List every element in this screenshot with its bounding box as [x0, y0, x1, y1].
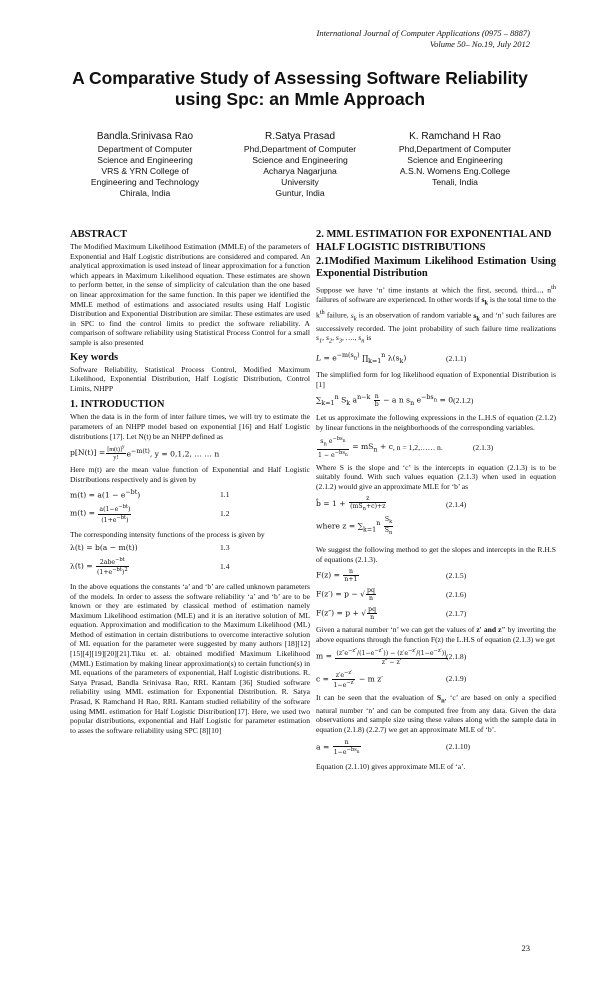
equation-1-2: m(t) = $\frac{a(1-e^{-bt})}{(1+e^{-bt})}$ 1.2 — [70, 504, 230, 524]
equation-2-1-9: c = $\frac{z'e^{-z'}}{1-e^{-z'}}$ − m z′ (2.1.9) — [316, 669, 467, 689]
equation-2-1-10: a = n $1-e^{-bs_n}$ (2.1.10) — [316, 738, 471, 756]
affiliation-line: Chirala, India — [119, 188, 171, 198]
affiliation-line: Science and Engineering — [407, 155, 503, 165]
affiliation-line: Science and Engineering — [252, 155, 348, 165]
equation-nhpp: p[N(t)] = $\frac{[m(t)]^y}{y!}$ $e^{-m(t)}$, y = 0,1,2, … … n — [70, 444, 220, 462]
section-2-paragraph-5: We suggest the following method to get the slopes and intercepts in the R.H.S of equations (2.1.3). — [316, 545, 556, 564]
equation-2-1-3: $s_n$ $e^{-bs_n}$ $1 - e^{-bs_n}$ = $mS_n + c$ , n = 1,2,…… n. (2.1.3) — [318, 436, 494, 459]
author-2 — [225, 130, 375, 199]
author-3 — [380, 130, 530, 199]
keywords-heading: Key words — [70, 351, 119, 363]
affiliation-line: Acharya Nagarjuna — [263, 166, 337, 176]
paper-title: A Comparative Study of Assessing Software Reliability using Spc: an Mmle Approach — [72, 68, 528, 109]
author-name: Bandla.Srinivasa Rao — [96, 131, 194, 142]
equation-2-1-2: $\sum_{k=1}^n$ $S_k$ $a^{n-k}$ $\frac{n}{b}$ − a n $s_n$ $e^{-bs_n} = 0$ (2.1.2) — [316, 393, 474, 409]
intro-paragraph-3: The corresponding intensity functions of the process is given by — [70, 529, 265, 539]
subsection-2-1-heading: 2.1Modified Maximum Likelihood Estimation Using Exponential Distribution — [316, 256, 556, 279]
section-2-heading: 2. MML ESTIMATION FOR EXPONENTIAL AND HALF LOGISTIC DISTRIBUTIONS — [316, 229, 552, 253]
intro-paragraph-2: Here m(t) are the mean value function of Exponential and Half Logistic Distributions respectively and is given by — [70, 465, 310, 484]
journal-volume: Volume 50– No.19, July 2012 — [429, 39, 530, 49]
author-name: R.Satya Prasad — [264, 131, 336, 142]
author-block — [70, 130, 530, 199]
author-1 — [70, 130, 220, 199]
affiliation-line: Phd,Department of Computer — [243, 144, 357, 154]
keywords-text: Software Reliability, Statistical Process Control, Modified Maximum Likelihood, Exponential Distribution, Half Logistic Distribution, Control Limits, NHPP — [70, 364, 310, 393]
section-2-paragraph-1: Suppose we have ‘n’ time instants at which the first, second, third..., $n^{th}$ failures of software are experienced. In other words if $s_k$ is the total time to the $k^{th}$ failure, $s_k$ is an observation of random variable $s_k$ and ‘n’ such failures are successively recorded. The joint probability of such failure time realizations $s_1$, $s_2$, $s_3$, …., $s_n$ is — [316, 284, 556, 345]
equation-1-3: λ(t) = b(a − m(t)) 1.3 — [70, 543, 230, 553]
section-2-paragraph-6: Given a natural number ‘n’ we can get the values of z′ and z″ by inverting the above equations through the function F(z) the L.H.S of equation (2.1.3) we get — [316, 625, 556, 644]
equation-2-1-1: $L = e^{-m(s_n)}$ $\prod_{k=1}^n$ $\lambda(s_k)$ (2.1.1) — [316, 351, 467, 365]
equation-2-1-4-where: where $z = \sum_{k=1}^n$ $\frac{S_k}{S_n}$ — [316, 515, 393, 537]
section-2-paragraph-7: It can be seen that the evaluation of $S_n$, ‘c’ are based on only a specified natural number ‘n’ and can be computed free from any data. Given the data observations and sample size using these values along with the sample data in equation (2.1.8) (2.2.7) we get an approximate MLE of ‘b’. — [316, 692, 556, 734]
affiliation-line: VRS & YRN College of — [101, 166, 189, 176]
section-2-paragraph-2: The simplified form for log likelihood equation of Exponential Distribution is [1] — [316, 370, 556, 389]
section-2-paragraph-4: Where S is the slope and ‘c’ is the intercepts in equation (2.1.3) is to be suitably found. With such values equation (2.1.3) when used in equation (2.1.2) would give an approximate MLE for ‘b’ as — [316, 462, 556, 491]
equation-2-1-5: F(z) = $\frac{n}{n+1}$ (2.1.5) — [316, 568, 467, 584]
page-number: 23 — [521, 943, 530, 953]
right-column — [316, 229, 556, 775]
section-2-paragraph-3: Let us approximate the following expressions in the L.H.S of equation (2.1.2) by linear functions in the neighborhoods of the corresponding variables. — [316, 413, 556, 432]
affiliation-line: A.S.N. Womens Eng.College — [399, 166, 511, 176]
journal-name: International Journal of Computer Applications (0975 – 8887) — [316, 28, 530, 38]
affiliation-line: Engineering and Technology — [90, 177, 200, 187]
affiliation-line: Guntur, India — [275, 188, 325, 198]
intro-paragraph-4: In the above equations the constants ‘a’ and ‘b’ are called unknown parameters of the models. In order to assess the software reliability ‘a’ and ‘b’ are to be known or they are estimated by classical method of estimation namely Maximum Likelihood estimation (MLE) and it is an iterative solution of ML equation. Approximation and modification to the Maximum Likelihood (ML) Method of estimation in certain distributions to overcome interactive solution of ML equation for the parameter were suggested by many authors [18][12][15][4][19][20][21].Tiku et. al. obtained modified Maximum Likelihood (MML) Estimation by making linear approximation(s) to certain function(s) in ML equations of the parameters of exponential, Half Logistic distributions. R. Satya Prasad, Bandla Srinivasa Rao, RRL Kantam [36] Studied software reliability using MML estimation for Exponential Distribution. R. Satya Prasad, K Ramchand H Rao, RRL Kantam studied reliability of the software using MML estimation for Half Logistic Distribution[17]. Here, we used two popular distributions, exponential and Half Logistic for parameter estimation to asses the software reliability using SPC [8][10] — [70, 581, 310, 735]
section-2-paragraph-8: Equation (2.1.10) gives approximate MLE of ‘a’. — [316, 761, 466, 771]
affiliation-line: University — [281, 177, 319, 187]
equation-2-1-7: F(z″) = p + √ $\frac{pq}{n}$ (2.1.7) — [316, 606, 467, 622]
equation-1-1: $m(t) = a(1 - e^{-bt})$ 1.1 — [70, 489, 230, 500]
equation-1-4: λ(t) = 2abe$^{-bt}$ $(1+e^{-bt})^2$ 1.4 — [70, 556, 230, 576]
equation-2-1-4: b̂ = 1 + z $(mS_n+c)+z$ (2.1.4) — [316, 495, 467, 513]
affiliation-line: Science and Engineering — [97, 155, 193, 165]
running-header — [316, 28, 530, 50]
left-column — [70, 229, 310, 739]
affiliation-line: Department of Computer — [97, 144, 193, 154]
affiliation-line: Phd,Department of Computer — [398, 144, 512, 154]
intro-heading: 1. INTRODUCTION — [70, 399, 165, 411]
intro-paragraph-1: When the data is in the form of inter failure times, we will try to estimate the parameters of an NHPP model based on exponential [16] and Half Logistic distributions [17]. Let N(t) be an NHPP defined as — [70, 412, 310, 441]
author-name: K. Ramchand H Rao — [409, 131, 501, 142]
equation-2-1-8: m = $\frac{(z''e^{-z''}/(1-e^{-z''})) - (z'e^{-z'}/(1-e^{-z'}))}{z'' - z'}$ (2.1.8) — [316, 648, 467, 666]
affiliation-line: Tenali, India — [432, 177, 478, 187]
abstract-text: The Modified Maximum Likelihood Estimation (MMLE) of the parameters of Exponential and Half Logistic distributions are considered and compared. An analytical approximation is used instead of linear approximation for a function which appears in Maximum Likelihood equation. These estimates are shown to perform better, in the sense of simplicity of calculation than the one based on linear approximation for the same function. In this paper we identified the MMLE method of estimations and associated results using Half Logistic Distribution and Exponential Distribution are similar. These estimates are used in SPC to find the control limits to predict the software reliability. A comparison of software reliability using Statistical Process Control for a small sample is also presented — [70, 242, 310, 347]
abstract-heading: ABSTRACT — [70, 229, 128, 240]
equation-2-1-6: F(z′) = p − √ $\frac{pq}{n}$ (2.1.6) — [316, 587, 467, 603]
